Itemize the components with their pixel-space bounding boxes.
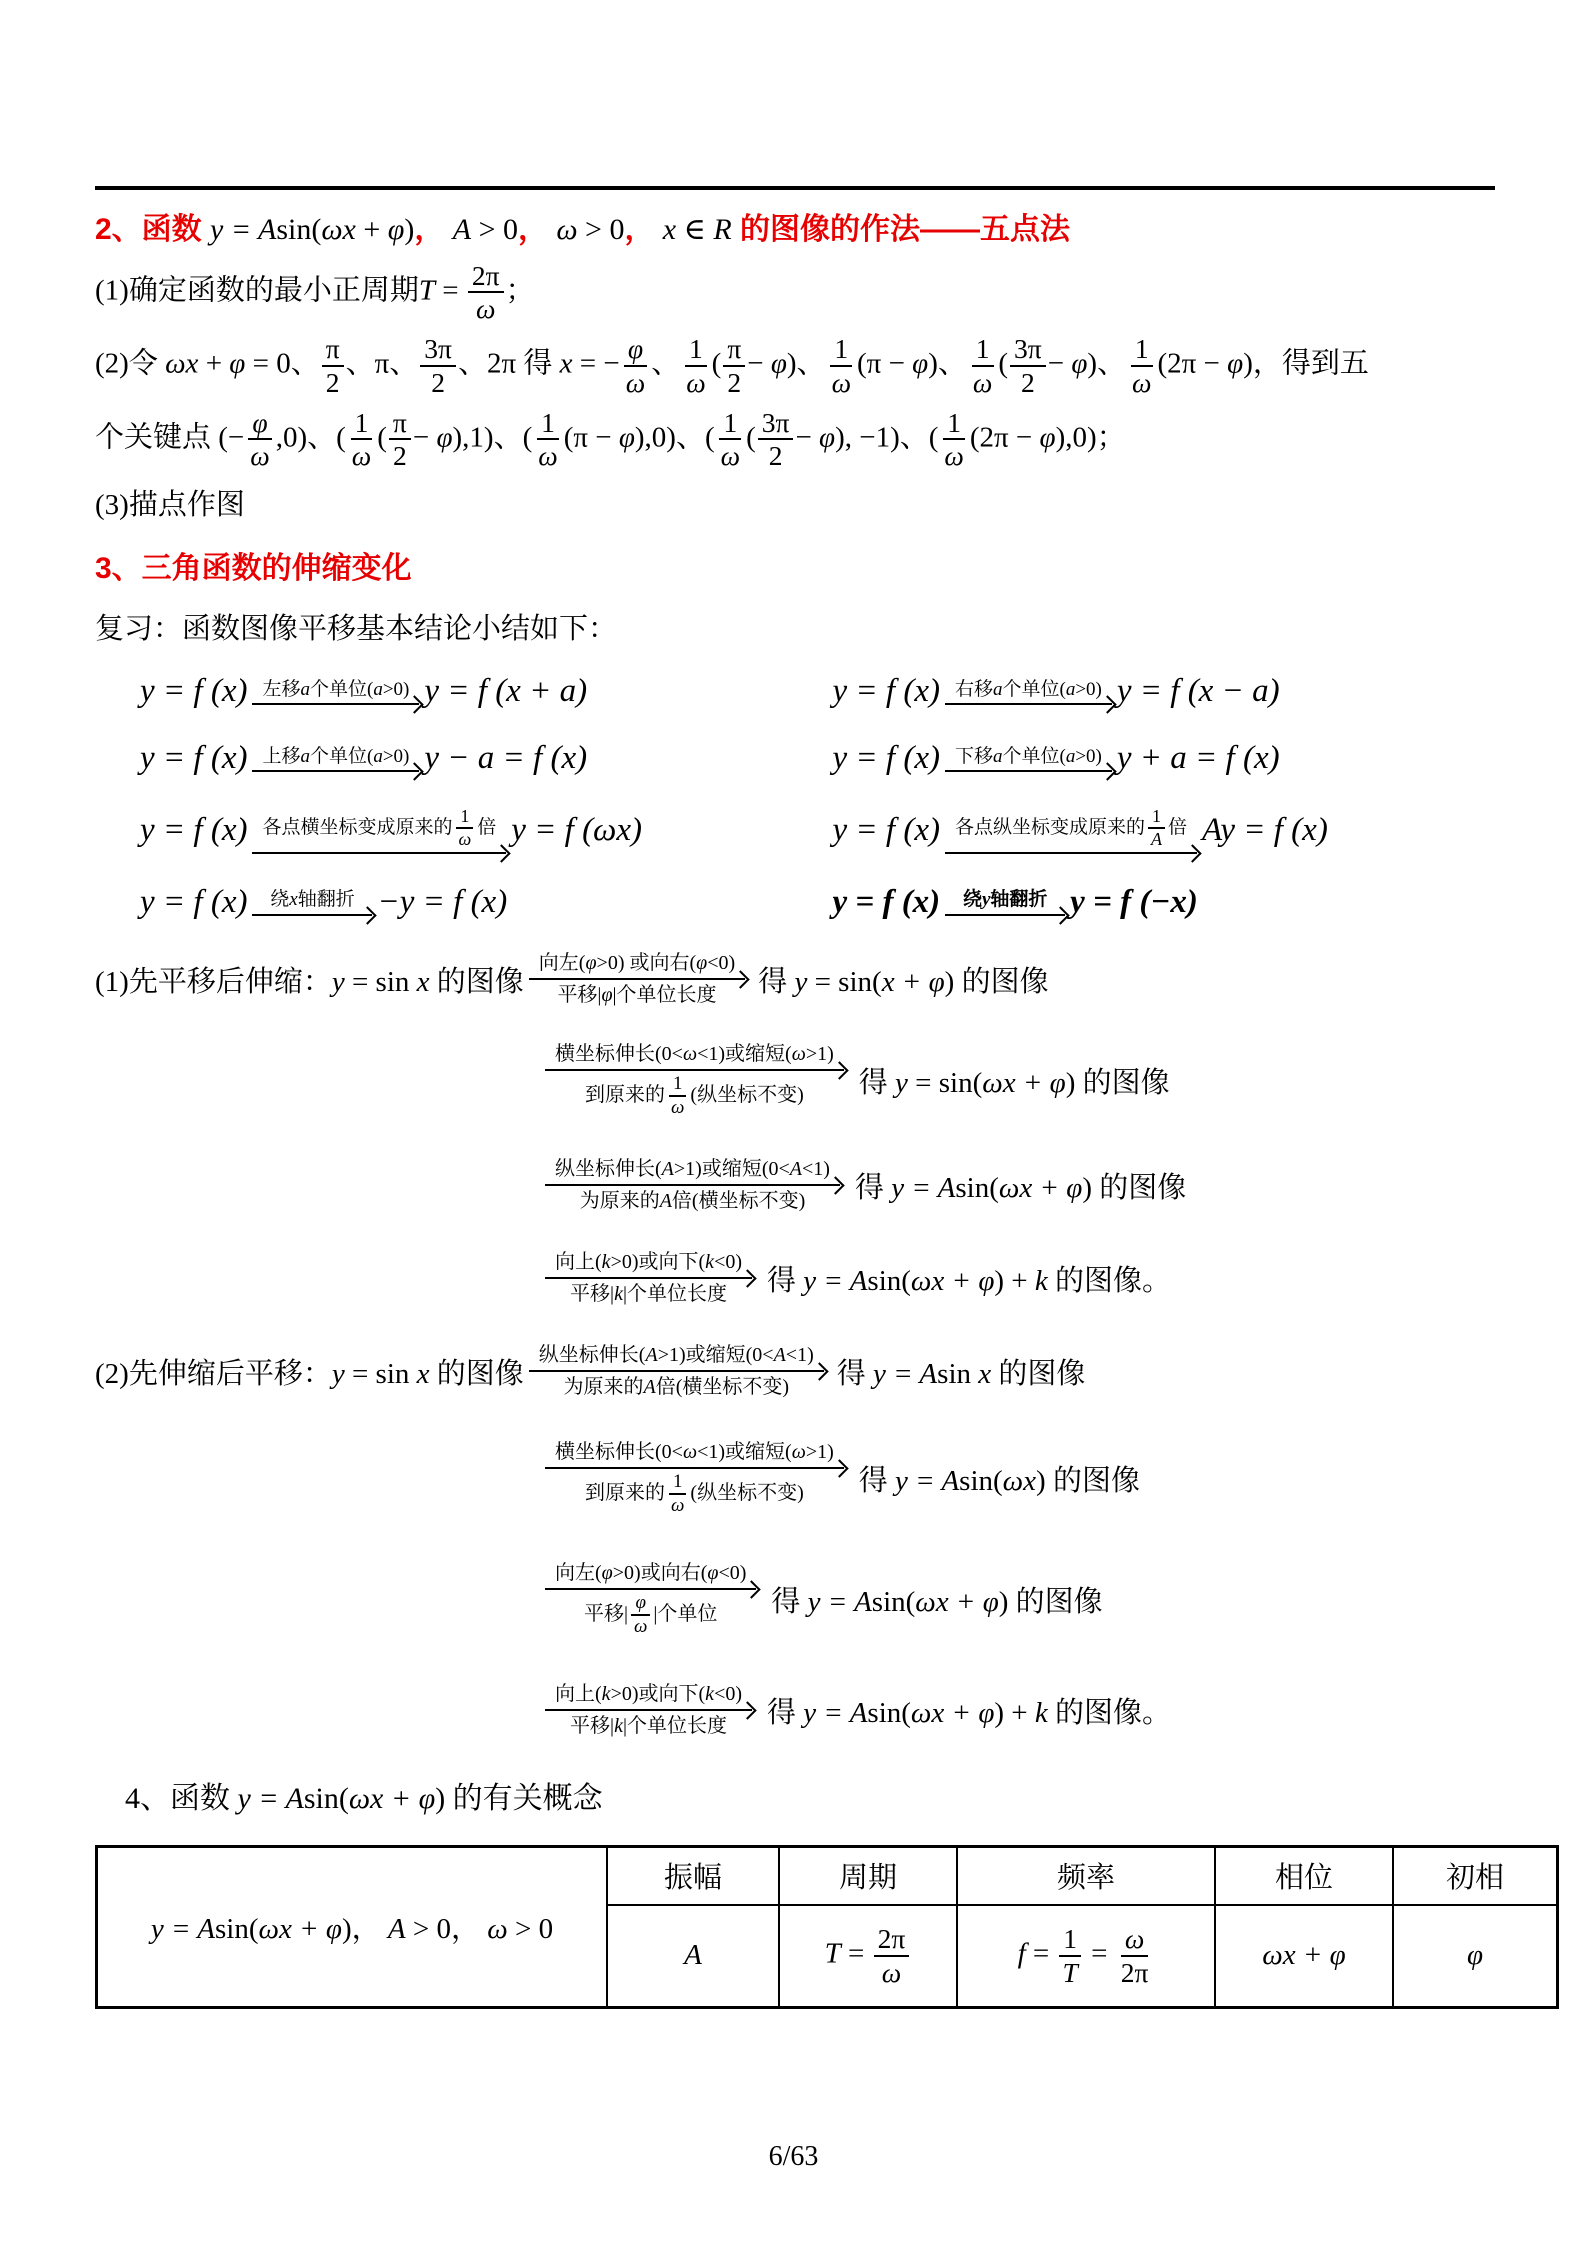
- arrow-label-bottom: 到原来的 $\frac{1}{\omega}$ (纵坐标不变): [585, 1072, 804, 1119]
- table-value-initial-phase: φ: [1393, 1905, 1558, 2008]
- arrow-line: [545, 1588, 756, 1590]
- formula-rhs: y − a = f (x): [424, 739, 588, 776]
- arrow-right-icon: [545, 1042, 844, 1119]
- table-value-period: T = $\frac{2\pi}{\omega}$: [779, 1905, 957, 2008]
- method-2-step-4: [540, 1682, 1495, 1739]
- table-header-period: 周期: [779, 1846, 957, 1905]
- formula-rhs: y = f (x − a): [1116, 672, 1280, 709]
- arrow-right-icon: [545, 1157, 840, 1214]
- arrow-label: 绕y轴翻折: [962, 889, 1048, 911]
- arrow-right-icon: [529, 951, 745, 1008]
- method-1-label: (1)先平移后伸缩：: [95, 965, 332, 998]
- table-function-cell: y = Asin(ωx + φ)， A > 0， ω > 0: [97, 1846, 608, 2007]
- method-1-step-3: [540, 1157, 1495, 1214]
- arrow-line: [529, 1370, 824, 1372]
- arrow-label: 各点纵坐标变成原来的 $\frac{1}{A}$ 倍: [954, 805, 1188, 850]
- formula-lhs: y = f (x): [140, 739, 248, 776]
- transform-cell-yscale: [833, 807, 1496, 854]
- section-3-heading: 3、三角函数的伸缩变化: [95, 551, 412, 585]
- arrow-line: [945, 703, 1112, 705]
- arrow-right-icon: [252, 888, 372, 916]
- arrow-line: [945, 852, 1197, 854]
- arrow-right-icon: [529, 1343, 824, 1400]
- formula-rhs: y = f (x + a): [424, 672, 588, 709]
- arrow-right-icon: [945, 745, 1112, 773]
- table-header-frequency: 频率: [957, 1846, 1215, 1905]
- formula-rhs: y + a = f (x): [1116, 739, 1280, 776]
- page-number: 6/63: [768, 2141, 819, 2172]
- method-1-step-2: [540, 1042, 1495, 1119]
- method-1-line: [95, 951, 1495, 1008]
- arrow-label-top: 横坐标伸长(0<ω<1)或缩短(ω>1): [555, 1042, 834, 1065]
- method-2-step-3: [540, 1561, 1495, 1638]
- arrow-label-top: 横坐标伸长(0<ω<1)或缩短(ω>1): [555, 1440, 834, 1463]
- arrow-line: [252, 914, 372, 916]
- arrow-label-bottom: 平移| $\frac{\varphi}{\omega}$ |个单位: [583, 1591, 718, 1638]
- arrow-label-bottom: 平移|k|个单位长度: [570, 1714, 727, 1737]
- section-2-heading: 2、函数 y = Asin(ωx + φ)， A > 0， ω > 0， x ∈ R 的图像的作法——五点法: [95, 213, 1071, 246]
- transform-cell-shift-down: [833, 740, 1496, 777]
- table-value-phase: ωx + φ: [1215, 1905, 1393, 2008]
- arrow-label-top: 纵坐标伸长(A>1)或缩短(0<A<1): [538, 1343, 814, 1366]
- arrow-label-bottom: 平移|φ|个单位长度: [557, 983, 717, 1006]
- arrow-line: [945, 914, 1065, 916]
- method-2-result: 得 y = Asin x 的图像: [836, 1357, 1086, 1390]
- formula-lhs: y = f (x): [832, 739, 940, 776]
- table-value-frequency: f = $\frac{1}{T}$ = $\frac{\omega}{2\pi}$: [957, 1905, 1215, 2008]
- step-1-line: (1)确定函数的最小正周期T = $\frac{2\pi}{\omega}$ ；: [95, 259, 535, 325]
- arrow-right-icon: [945, 807, 1197, 854]
- formula-rhs: Ay = f (x): [1202, 811, 1328, 848]
- formula-rhs: y = f (−x): [1070, 883, 1198, 920]
- arrow-label: 绕x轴翻折: [270, 889, 355, 911]
- method-2-label: (2)先伸缩后平移：: [95, 1357, 332, 1390]
- arrow-label: 左移a个单位(a>0): [262, 678, 410, 700]
- arrow-right-icon: [545, 1250, 752, 1307]
- step-result: 得 y = Asin(ωx + φ) + k 的图像。: [767, 1264, 1172, 1297]
- arrow-right-icon: [545, 1561, 756, 1638]
- arrow-right-icon: [252, 678, 419, 706]
- transform-cell-flip-x: [140, 884, 803, 921]
- review-line: 复习：函数图像平移基本结论小结如下：: [95, 613, 618, 646]
- transform-cell-xscale: [140, 807, 803, 854]
- section-4-heading: 4、函数 y = Asin(ωx + φ) 的有关概念: [125, 1781, 603, 1815]
- formula-lhs: y = f (x): [832, 883, 941, 920]
- arrow-right-icon: [252, 745, 419, 773]
- method-1-result: 得 y = sin(x + φ) 的图像: [758, 965, 1049, 998]
- method-1-source: y = sin x 的图像: [331, 965, 524, 998]
- arrow-right-icon: [545, 1682, 752, 1739]
- arrow-label-top: 向上(k>0)或向下(k<0): [555, 1250, 743, 1273]
- arrow-line: [945, 770, 1112, 772]
- table-header-phase: 相位: [1215, 1846, 1393, 1905]
- step-2-line-cont: 个关键点 (− $\frac{\varphi}{\omega}$ ,0)、( $\frac{1}{\omega}$ ( $\frac{\pi}{2}$ − φ),1)、( $\frac{1}{\omega}$ (π − φ),0)、( $\frac{1}{\omega}$ ( $\frac{3\pi}{2}$ − φ), −1)、( $\frac{1}{\omega}$ (2π − φ),0)；: [95, 406, 1126, 472]
- arrow-label-top: 向左(φ>0)或向右(φ<0): [555, 1561, 747, 1584]
- formula-lhs: y = f (x): [140, 811, 248, 848]
- step-result: 得 y = Asin(ωx + φ) + k 的图像。: [767, 1696, 1172, 1729]
- step-3-line: (3)描点作图: [95, 489, 245, 521]
- transform-cell-shift-left: [140, 673, 803, 710]
- formula-lhs: y = f (x): [140, 883, 248, 920]
- arrow-line: [545, 1467, 844, 1469]
- arrow-line: [545, 1069, 844, 1071]
- arrow-line: [545, 1709, 752, 1711]
- step-result: 得 y = Asin(ωx + φ) 的图像: [771, 1585, 1103, 1618]
- arrow-right-icon: [252, 807, 506, 854]
- arrow-right-icon: [945, 888, 1065, 916]
- arrow-line: [252, 852, 506, 854]
- arrow-label-top: 纵坐标伸长(A>1)或缩短(0<A<1): [555, 1157, 830, 1180]
- arrow-label: 上移a个单位(a>0): [262, 745, 410, 767]
- arrow-line: [545, 1277, 752, 1279]
- concepts-table: [95, 1845, 1559, 2009]
- formula-lhs: y = f (x): [832, 811, 940, 848]
- formula-rhs: −y = f (x): [377, 883, 508, 920]
- step-2-line: (2)令 ωx + φ = 0、 $\frac{\pi}{2}$ 、π、 $\frac{3\pi}{2}$ 、2π 得 x = − $\frac{\varphi}{\omega}$ 、 $\frac{1}{\omega}$ ( $\frac{\pi}{2}$ − φ)、 $\frac{1}{\omega}$ (π − φ)、 $\frac{1}{\omega}$ ( $\frac{3\pi}{2}$ − φ)、 $\frac{1}{\omega}$ (2π − φ)，得到五: [95, 333, 1369, 398]
- arrow-label-bottom: 平移|k|个单位长度: [570, 1282, 727, 1305]
- formula-lhs: y = f (x): [140, 672, 248, 709]
- arrow-line: [252, 770, 419, 772]
- transform-cell-flip-y: [833, 884, 1496, 921]
- top-rule: [95, 186, 1495, 190]
- table-header-initial-phase: 初相: [1393, 1846, 1558, 1905]
- formula-rhs: y = f (ωx): [511, 811, 642, 848]
- transform-cell-shift-right: [833, 673, 1496, 710]
- method-1-step-4: [540, 1250, 1495, 1307]
- arrow-label-top: 向左(φ>0) 或向右(φ<0): [538, 951, 736, 974]
- arrow-right-icon: [545, 1440, 844, 1517]
- table-value-amplitude: A: [607, 1905, 779, 2008]
- step-result: 得 y = Asin(ωx + φ) 的图像: [854, 1171, 1187, 1204]
- step-result: 得 y = Asin(ωx) 的图像: [858, 1464, 1140, 1497]
- method-2-source: y = sin x 的图像: [331, 1357, 524, 1390]
- arrow-label-top: 向上(k>0)或向下(k<0): [555, 1682, 743, 1705]
- transform-summary-grid: [140, 673, 1495, 921]
- transform-cell-shift-up: [140, 740, 803, 777]
- arrow-label-bottom: 到原来的 $\frac{1}{\omega}$ (纵坐标不变): [585, 1470, 804, 1517]
- arrow-line: [529, 978, 745, 980]
- table-header-amplitude: 振幅: [607, 1846, 779, 1905]
- formula-lhs: y = f (x): [832, 672, 940, 709]
- arrow-label-bottom: 为原来的A倍(横坐标不变): [579, 1189, 806, 1212]
- arrow-right-icon: [945, 678, 1112, 706]
- arrow-line: [252, 703, 419, 705]
- arrow-label: 右移a个单位(a>0): [954, 678, 1102, 700]
- step-result: 得 y = sin(ωx + φ) 的图像: [858, 1066, 1170, 1099]
- arrow-label: 下移a个单位(a>0): [954, 745, 1102, 767]
- method-2-step-2: [540, 1440, 1495, 1517]
- method-2-line: [95, 1343, 1495, 1400]
- arrow-label-bottom: 为原来的A倍(横坐标不变): [563, 1375, 790, 1398]
- arrow-label: 各点横坐标变成原来的 $\frac{1}{\omega}$ 倍: [262, 805, 497, 850]
- arrow-line: [545, 1184, 840, 1186]
